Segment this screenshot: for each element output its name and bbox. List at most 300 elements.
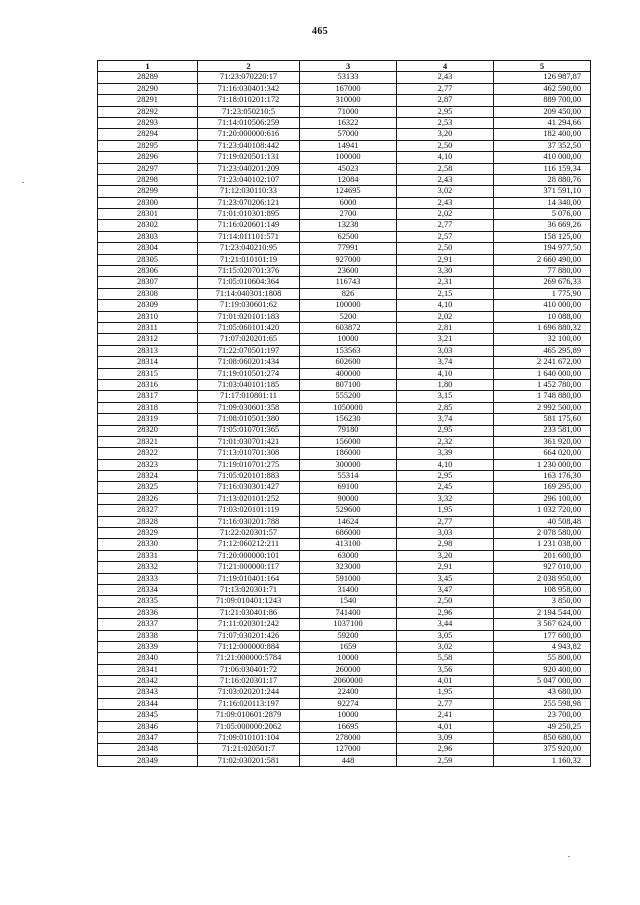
table-cell-col-1: 28289 [98,72,198,83]
table-cell-col-5: 233 581,00 [494,425,591,436]
table-cell-col-2: 71:21:000000:117 [198,562,300,573]
table-cell-col-3: 63000 [300,550,397,561]
table-cell-col-4: 2,77 [397,698,494,709]
table-cell-col-4: 2,41 [397,710,494,721]
table-row [98,744,591,755]
table-cell-col-2: 71:12:060212:211 [198,539,300,550]
table-cell-col-2: 71:16:020601:149 [198,220,300,231]
table-cell-col-1: 28292 [98,106,198,117]
table-cell-col-5: 77 880,00 [494,266,591,277]
table-cell-col-2: 71:21:010101:19 [198,254,300,265]
table-row [98,505,591,516]
table-cell-col-4: 2,87 [397,95,494,106]
table-cell-col-1: 28318 [98,402,198,413]
table-cell-col-1: 28329 [98,528,198,539]
table-cell-col-3: 156000 [300,436,397,447]
table-cell-col-2: 71:09:010101:104 [198,733,300,744]
table-cell-col-3: 278000 [300,733,397,744]
table-cell-col-3: 124695 [300,186,397,197]
table-cell-col-1: 28327 [98,505,198,516]
table-row [98,448,591,459]
table-row [98,288,591,299]
table-cell-col-5: 889 700,00 [494,95,591,106]
table-cell-col-4: 3,39 [397,448,494,459]
table-cell-col-1: 28345 [98,710,198,721]
table-cell-col-3: 10000 [300,653,397,664]
table-cell-col-2: 71:05:060101:420 [198,322,300,333]
table-cell-col-3: 100000 [300,152,397,163]
table-cell-col-2: 71:18:010201:172 [198,95,300,106]
table-cell-col-2: 71:14:040301:1808 [198,288,300,299]
table-row [98,334,591,345]
table-cell-col-2: 71:16:030201:788 [198,516,300,527]
table-row [98,562,591,573]
table-cell-col-2: 71:07:020201:65 [198,334,300,345]
table-cell-col-2: 71:23:040210:95 [198,243,300,254]
table-cell-col-2: 71:09:010401:1243 [198,596,300,607]
table-cell-col-2: 71:14:011101:571 [198,231,300,242]
table-cell-col-2: 71:12:030110:33 [198,186,300,197]
table-cell-col-4: 2,95 [397,106,494,117]
table-cell-col-3: 45023 [300,163,397,174]
table-cell-col-5: 2 038 950,00 [494,573,591,584]
table-cell-col-3: 2060000 [300,676,397,687]
table-row [98,414,591,425]
table-cell-col-3: 2700 [300,209,397,220]
table-cell-col-4: 2,58 [397,163,494,174]
table-cell-col-1: 28293 [98,117,198,128]
table-cell-col-4: 3,47 [397,584,494,595]
table-cell-col-1: 28305 [98,254,198,265]
table-cell-col-1: 28303 [98,231,198,242]
table-cell-col-2: 71:16:020301:17 [198,676,300,687]
table-cell-col-4: 2,77 [397,83,494,94]
table-row [98,516,591,527]
table-cell-col-3: 686000 [300,528,397,539]
table-cell-col-3: 323000 [300,562,397,573]
table-cell-col-2: 71:01:020101:183 [198,311,300,322]
table-cell-col-3: 90000 [300,493,397,504]
table-cell-col-4: 2,50 [397,243,494,254]
table-cell-col-2: 71:20:000000:101 [198,550,300,561]
table-row [98,379,591,390]
table-cell-col-2: 71:13:020101:252 [198,493,300,504]
table-cell-col-4: 2,77 [397,220,494,231]
table-cell-col-5: 2 241 672,00 [494,357,591,368]
table-cell-col-3: 603872 [300,322,397,333]
table-cell-col-3: 13238 [300,220,397,231]
table-cell-col-1: 28302 [98,220,198,231]
table-cell-col-5: 927 010,00 [494,562,591,573]
table-cell-col-5: 32 100,00 [494,334,591,345]
table-cell-col-1: 28291 [98,95,198,106]
table-cell-col-5: 850 680,00 [494,733,591,744]
table-cell-col-5: 182 400,00 [494,129,591,140]
table-cell-col-4: 2,59 [397,755,494,766]
table-cell-col-1: 28349 [98,755,198,766]
table-cell-col-3: 31400 [300,584,397,595]
table-cell-col-1: 28317 [98,391,198,402]
scan-speck [568,856,570,857]
table-cell-col-3: 1659 [300,641,397,652]
table-row [98,425,591,436]
table-row [98,163,591,174]
table-row [98,550,591,561]
table-cell-col-3: 57000 [300,129,397,140]
table-cell-col-5: 14 340,00 [494,197,591,208]
table-cell-col-5: 126 987,87 [494,72,591,83]
table-cell-col-1: 28343 [98,687,198,698]
table-cell-col-1: 28307 [98,277,198,288]
table-row [98,345,591,356]
column-header-1: 1 [98,61,198,72]
table-cell-col-3: 555200 [300,391,397,402]
table-cell-col-1: 28332 [98,562,198,573]
table-cell-col-2: 71:22:070501:197 [198,345,300,356]
table-cell-col-4: 2,95 [397,425,494,436]
table-row [98,402,591,413]
table-cell-col-2: 71:21:000000:5784 [198,653,300,664]
table-cell-col-3: 1050000 [300,402,397,413]
table-header-row [98,61,591,72]
table-cell-col-4: 2,32 [397,436,494,447]
table-cell-col-1: 28347 [98,733,198,744]
table-cell-col-5: 3 567 624,00 [494,619,591,630]
table-cell-col-3: 62500 [300,231,397,242]
table-cell-col-2: 71:23:070206:121 [198,197,300,208]
table-cell-col-5: 1 775,90 [494,288,591,299]
table-cell-col-3: 127000 [300,744,397,755]
table-cell-col-5: 37 352,50 [494,140,591,151]
table-cell-col-4: 3,09 [397,733,494,744]
table-cell-col-4: 2,91 [397,562,494,573]
table-cell-col-3: 16322 [300,117,397,128]
table-cell-col-4: 2,85 [397,402,494,413]
table-cell-col-5: 108 958,00 [494,584,591,595]
table-row [98,482,591,493]
table-cell-col-5: 2 194 544,00 [494,607,591,618]
table-cell-col-4: 2,96 [397,607,494,618]
table-cell-col-2: 71:20:000000:616 [198,129,300,140]
table-cell-col-4: 3,21 [397,334,494,345]
table-cell-col-2: 71:03:040101:185 [198,379,300,390]
table-row [98,733,591,744]
table-cell-col-4: 3,15 [397,391,494,402]
table-cell-col-1: 28298 [98,174,198,185]
table-cell-col-1: 28312 [98,334,198,345]
table-cell-col-1: 28306 [98,266,198,277]
table-cell-col-1: 28340 [98,653,198,664]
table-cell-col-3: 22400 [300,687,397,698]
table-cell-col-4: 2,02 [397,311,494,322]
table-cell-col-5: 5 047 000,00 [494,676,591,687]
table-cell-col-1: 28314 [98,357,198,368]
table-cell-col-2: 71:17:010801:11 [198,391,300,402]
table-cell-col-4: 3,45 [397,573,494,584]
table-row [98,676,591,687]
table-cell-col-5: 410 000,00 [494,300,591,311]
table-cell-col-4: 3,02 [397,186,494,197]
table-cell-col-2: 71:23:050210:5 [198,106,300,117]
table-cell-col-5: 1 748 880,00 [494,391,591,402]
table-row [98,436,591,447]
table-cell-col-2: 71:06:030401:72 [198,664,300,675]
table-cell-col-1: 28324 [98,471,198,482]
table-cell-col-1: 28325 [98,482,198,493]
table-cell-col-2: 71:05:000000:2062 [198,721,300,732]
table-cell-col-2: 71:03:020101:119 [198,505,300,516]
table-cell-col-5: 10 088,00 [494,311,591,322]
table-cell-col-5: 169 295,00 [494,482,591,493]
table-row [98,322,591,333]
table-row [98,721,591,732]
table-cell-col-2: 71:16:030301:427 [198,482,300,493]
table-cell-col-4: 3,02 [397,641,494,652]
table-cell-col-3: 400000 [300,368,397,379]
table-cell-col-4: 2,02 [397,209,494,220]
table-row [98,106,591,117]
table-cell-col-4: 3,20 [397,129,494,140]
table-cell-col-2: 71:19:020501:131 [198,152,300,163]
table-row [98,596,591,607]
table-cell-col-4: 4,01 [397,676,494,687]
table-cell-col-5: 3 850,00 [494,596,591,607]
table-cell-col-2: 71:05:020101:883 [198,471,300,482]
table-cell-col-4: 2,96 [397,744,494,755]
table-cell-col-3: 59200 [300,630,397,641]
table-cell-col-3: 79180 [300,425,397,436]
table-cell-col-5: 269 676,33 [494,277,591,288]
table-cell-col-1: 28336 [98,607,198,618]
table-cell-col-4: 3,74 [397,414,494,425]
table-cell-col-3: 167000 [300,83,397,94]
table-cell-col-5: 2 078 580,00 [494,528,591,539]
table-row [98,619,591,630]
table-cell-col-1: 28299 [98,186,198,197]
table-row [98,220,591,231]
table-cell-col-3: 1037100 [300,619,397,630]
table-cell-col-1: 28348 [98,744,198,755]
table-cell-col-2: 71:22:020301:57 [198,528,300,539]
table-cell-col-2: 71:21:030401:86 [198,607,300,618]
table-cell-col-4: 2,57 [397,231,494,242]
table-cell-col-5: 255 598,98 [494,698,591,709]
table-cell-col-5: 581 175,60 [494,414,591,425]
table-cell-col-3: 10000 [300,334,397,345]
table-row [98,459,591,470]
table-cell-col-1: 28328 [98,516,198,527]
table-cell-col-4: 2,91 [397,254,494,265]
table-cell-col-5: 920 400,00 [494,664,591,675]
table-cell-col-2: 71:11:020301:242 [198,619,300,630]
table-cell-col-5: 1 032 720,00 [494,505,591,516]
table-row [98,710,591,721]
table-cell-col-5: 2 660 490,00 [494,254,591,265]
table-row [98,266,591,277]
table-cell-col-2: 71:03:020201:244 [198,687,300,698]
table-cell-col-3: 413100 [300,539,397,550]
table-cell-col-2: 71:07:030201:426 [198,630,300,641]
table-cell-col-2: 71:23:040108:442 [198,140,300,151]
table-cell-col-5: 55 800,00 [494,653,591,664]
table-cell-col-5: 209 450,00 [494,106,591,117]
table-cell-col-4: 5,58 [397,653,494,664]
table-cell-col-3: 310000 [300,95,397,106]
table-cell-col-2: 71:12:000000:884 [198,641,300,652]
table-cell-col-2: 71:19:010401:164 [198,573,300,584]
table-cell-col-1: 28323 [98,459,198,470]
table-cell-col-1: 28319 [98,414,198,425]
table-cell-col-3: 529600 [300,505,397,516]
table-cell-col-2: 71:09:010601:2879 [198,710,300,721]
table-cell-col-3: 77991 [300,243,397,254]
table-cell-col-2: 71:01:030701:421 [198,436,300,447]
table-row [98,117,591,128]
table-cell-col-1: 28297 [98,163,198,174]
table-row [98,254,591,265]
table-cell-col-5: 296 100,00 [494,493,591,504]
table-cell-col-5: 41 294,66 [494,117,591,128]
table-cell-col-4: 4,10 [397,368,494,379]
table-row [98,584,591,595]
table-cell-col-3: 100000 [300,300,397,311]
table-cell-col-5: 4 943,82 [494,641,591,652]
table-row [98,231,591,242]
table-cell-col-2: 71:08:060201:434 [198,357,300,368]
table-cell-col-4: 2,77 [397,516,494,527]
table-cell-col-1: 28290 [98,83,198,94]
table-cell-col-2: 71:16:030401:342 [198,83,300,94]
table-cell-col-5: 1 160,32 [494,755,591,766]
table-cell-col-3: 591000 [300,573,397,584]
table-cell-col-1: 28294 [98,129,198,140]
table-cell-col-4: 3,44 [397,619,494,630]
table-row [98,83,591,94]
table-cell-col-4: 4,10 [397,300,494,311]
table-cell-col-1: 28308 [98,288,198,299]
table-cell-col-1: 28322 [98,448,198,459]
table-cell-col-5: 158 125,00 [494,231,591,242]
table-cell-col-3: 116743 [300,277,397,288]
table-cell-col-2: 71:02:030201:581 [198,755,300,766]
table-cell-col-5: 177 600,00 [494,630,591,641]
table-row [98,528,591,539]
table-row [98,129,591,140]
table-row [98,311,591,322]
scan-speck [22,182,24,183]
table-cell-col-3: 53133 [300,72,397,83]
table-cell-col-5: 664 020,00 [494,448,591,459]
table-cell-col-4: 1,80 [397,379,494,390]
table-cell-col-3: 826 [300,288,397,299]
table-cell-col-4: 2,81 [397,322,494,333]
table-cell-col-5: 1 696 880,32 [494,322,591,333]
table-row [98,72,591,83]
table-cell-col-2: 71:09:030601:358 [198,402,300,413]
table-cell-col-2: 71:13:020301:71 [198,584,300,595]
table-cell-col-1: 28330 [98,539,198,550]
table-cell-col-4: 4,10 [397,152,494,163]
table-cell-col-3: 1540 [300,596,397,607]
table-row [98,539,591,550]
table-cell-col-3: 23600 [300,266,397,277]
column-header-3: 3 [300,61,397,72]
table-cell-col-5: 40 508,48 [494,516,591,527]
table-cell-col-3: 71000 [300,106,397,117]
table-cell-col-1: 28344 [98,698,198,709]
table-row [98,641,591,652]
table-cell-col-4: 2,43 [397,197,494,208]
table-cell-col-5: 201 600,00 [494,550,591,561]
table-cell-col-4: 3,32 [397,493,494,504]
table-cell-col-4: 1,95 [397,505,494,516]
table-cell-col-4: 2,43 [397,174,494,185]
table-cell-col-4: 3,56 [397,664,494,675]
table-cell-col-5: 462 590,00 [494,83,591,94]
table-row [98,243,591,254]
table-cell-col-4: 4,01 [397,721,494,732]
table-cell-col-1: 28321 [98,436,198,447]
table-cell-col-3: 92274 [300,698,397,709]
table-cell-col-5: 1 231 038,00 [494,539,591,550]
table-cell-col-5: 194 977,50 [494,243,591,254]
table-cell-col-2: 71:19:010501:274 [198,368,300,379]
table-cell-col-1: 28342 [98,676,198,687]
table-cell-col-1: 28316 [98,379,198,390]
table-cell-col-4: 3,03 [397,345,494,356]
table-cell-col-1: 28295 [98,140,198,151]
table-row [98,186,591,197]
table-cell-col-3: 55314 [300,471,397,482]
table-cell-col-2: 71:21:020501:7 [198,744,300,755]
table-cell-col-4: 3,74 [397,357,494,368]
table-cell-col-4: 3,30 [397,266,494,277]
table-cell-col-1: 28309 [98,300,198,311]
table-cell-col-2: 71:08:010501:380 [198,414,300,425]
table-cell-col-5: 1 452 780,00 [494,379,591,390]
table-cell-col-1: 28335 [98,596,198,607]
table-cell-col-3: 10000 [300,710,397,721]
table-cell-col-2: 71:23:040102:107 [198,174,300,185]
table-row [98,755,591,766]
table-cell-col-4: 2,50 [397,140,494,151]
table-cell-col-5: 371 591,10 [494,186,591,197]
table-cell-col-3: 602600 [300,357,397,368]
table-cell-col-4: 2,43 [397,72,494,83]
table-cell-col-2: 71:05:010701:365 [198,425,300,436]
table-cell-col-5: 43 680,00 [494,687,591,698]
table-cell-col-4: 2,31 [397,277,494,288]
table-row [98,573,591,584]
table-cell-col-3: 153563 [300,345,397,356]
table-cell-col-4: 2,45 [397,482,494,493]
table-cell-col-2: 71:05:010604:364 [198,277,300,288]
table-cell-col-3: 927000 [300,254,397,265]
table-row [98,152,591,163]
table-cell-col-5: 465 295,89 [494,345,591,356]
table-cell-col-5: 163 176,30 [494,471,591,482]
table-row [98,95,591,106]
table-cell-col-1: 28296 [98,152,198,163]
table-cell-col-4: 2,15 [397,288,494,299]
table-row [98,471,591,482]
table-cell-col-1: 28313 [98,345,198,356]
data-table [97,60,591,767]
table-cell-col-3: 156230 [300,414,397,425]
table-cell-col-4: 2,98 [397,539,494,550]
table-cell-col-3: 69100 [300,482,397,493]
table-cell-col-2: 71:13:010701:308 [198,448,300,459]
